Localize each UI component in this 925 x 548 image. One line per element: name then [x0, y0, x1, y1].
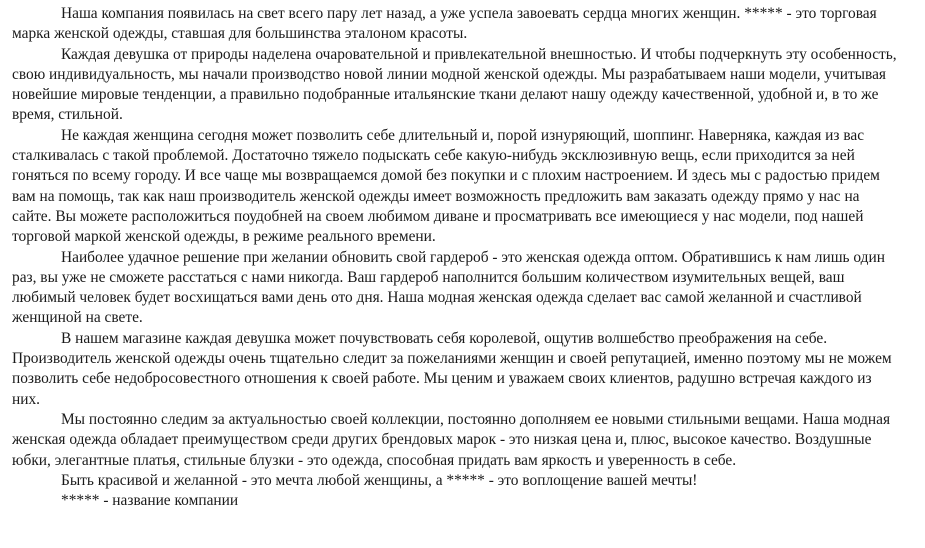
paragraph-shopping: Не каждая женщина сегодня может позволить себе длительный и, порой изнуряющий, шоппинг. Наверняка, каждая из вас сталкивалась с такой проблемой. Достаточно тяжело подыскать себе какую-нибудь эксклюзивную вещь, если приходится за ней гоняться по всему городу. И все чаще мы возвращаемся домой без покупки и с плохим настроением. И здесь мы с радостью придем вам на помощь, так как наш производитель женской одежды имеет возможность предложить вам заказать одежду прямо у нас на сайте. Вы можете расположиться поудобней на своем любимом диване и просматривать все имеющиеся у нас модели, под нашей торговой маркой женской одежды, в режиме реального времени.	[12, 126, 880, 246]
paragraph-collection: Мы постоянно следим за актуальностью своей коллекции, постоянно дополняем ее новыми стильными вещами. Наша модная женская одежда обладает преимуществом среди других брендовых марок - это низкая цена и, плюс, высокое качество. Воздушные юбки, элегантные платья, стильные блузки - это одежда, способная придать вам яркость и уверенность в себе.	[12, 410, 891, 469]
paragraph-store: В нашем магазине каждая девушка может почувствовать себя королевой, ощутив волшебство преображения на себе. Производитель женской одежды очень тщательно следит за пожеланиями женщин и своей репутацией, именно поэтому мы не можем позволить себе недобросовестного отношения к своей работе. Мы ценим и уважаем своих клиентов, радушно встречая каждого из них.	[12, 329, 892, 408]
paragraph-attractiveness: Каждая девушка от природы наделена очаровательной и привлекательной внешностью. И чтобы подчеркнуть эту особенность, свою индивидуальность, мы начали производство новой линии модной женской одежды. Мы разрабатываем наши модели, учитывая новейшие мировые тенденции, а правильно подобранные итальянские ткани делают нашу одежду качественной, удобной и, в то же время, стильной.	[12, 45, 897, 124]
paragraph-intro: Наша компания появилась на свет всего пару лет назад, а уже успела завоевать сердца многих женщин. ***** - это торговая марка женской одежды, ставшая для большинства эталоном красоты.	[12, 5, 877, 43]
paragraph-dream: Быть красивой и желанной - это мечта любой женщины, а ***** - это воплощение вашей мечты!	[61, 471, 698, 489]
document-body	[12, 4, 898, 511]
paragraph-footnote: ***** - название компании	[61, 492, 239, 510]
paragraph-wholesale: Наиболее удачное решение при желании обновить свой гардероб - это женская одежда оптом. Обратившись к нам лишь один раз, вы уже не сможете расстаться с нами никогда. Ваш гардероб наполнится большим количеством изумительных вещей, ваш любимый человек будет восхищаться вами день ото дня. Наша модная женская одежда сделает вас самой желанной и счастливой женщиной на свете.	[12, 248, 885, 327]
